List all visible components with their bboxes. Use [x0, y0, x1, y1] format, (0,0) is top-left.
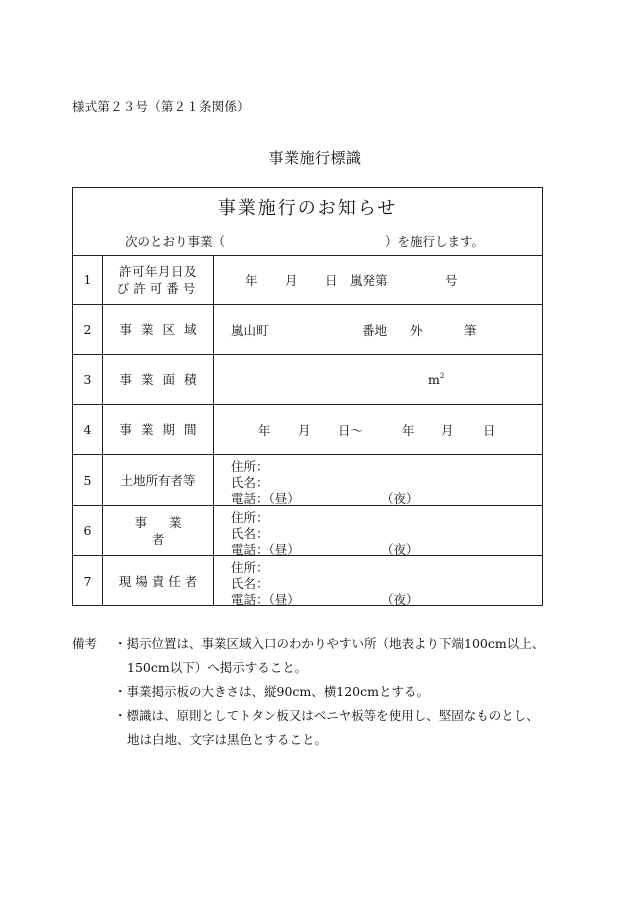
phone-day-label: 電話：（昼）: [231, 542, 300, 557]
table-row-area-location: [73, 305, 542, 355]
address-label: 住所：: [231, 459, 269, 474]
table-row-landowner: [73, 455, 542, 506]
notice-intro: [73, 232, 542, 250]
table-row-period: [73, 405, 542, 455]
row-number: 6: [73, 506, 103, 555]
row-value: [214, 255, 542, 304]
intro-prefix: 次のとおり事業（: [125, 234, 226, 249]
table-row-area-size: [73, 355, 542, 405]
notice-header: [73, 188, 542, 256]
name-label: 氏名：: [231, 576, 269, 591]
row-value: [214, 556, 542, 606]
table-row-permit: [73, 255, 542, 305]
remarks-label: 備考: [72, 636, 98, 651]
row-value: [214, 355, 542, 404]
address-label: 住所：: [231, 510, 269, 525]
remark-line: 150cm以下）へ掲示すること。: [127, 660, 308, 675]
phone-night-label: （夜）: [381, 592, 419, 607]
issuer-prefix: 嵐発第: [350, 273, 388, 288]
start-month-unit: 月: [298, 423, 311, 438]
row-value: [214, 405, 542, 454]
address-label: 住所：: [231, 560, 269, 575]
name-label: 氏名：: [231, 475, 269, 490]
phone-night-label: （夜）: [381, 491, 419, 506]
remark-line: ・掲示位置は、事業区域入口のわかりやすい所（地表より下端100cm以上、: [114, 636, 545, 651]
row-number: 7: [73, 556, 103, 606]
table-row-site-manager: [73, 556, 542, 606]
month-unit: 月: [285, 273, 298, 288]
row-number: 5: [73, 455, 103, 505]
table-row-operator: [73, 506, 542, 556]
row-number: 3: [73, 355, 103, 404]
name-label: 氏名：: [231, 526, 269, 541]
end-day-unit: 日: [483, 423, 496, 438]
notice-table: [72, 187, 543, 606]
unit-base: m: [428, 372, 440, 387]
notice-heading: 事業施行のお知らせ: [217, 198, 398, 219]
row-value: [214, 506, 542, 555]
label-line-1: 許可年月日及: [118, 263, 197, 279]
unit-superscript: 2: [439, 372, 445, 380]
number-suffix: 号: [445, 273, 458, 288]
row-label: 土地所有者等: [103, 455, 214, 505]
year-unit: 年: [245, 273, 258, 288]
row-label: 事業面積: [103, 355, 214, 404]
row-number: 1: [73, 255, 103, 304]
intro-suffix: ）を施行します。: [385, 234, 485, 249]
row-label: 事業期間: [103, 405, 214, 454]
day-unit: 日: [325, 273, 338, 288]
end-month-unit: 月: [441, 423, 454, 438]
row-value: [214, 305, 542, 354]
row-label: 現場責任者: [103, 556, 214, 606]
row-number: 2: [73, 305, 103, 354]
row-number: 4: [73, 405, 103, 454]
soto-unit: 外: [410, 323, 423, 338]
square-meter-unit: [428, 372, 444, 387]
town-name: 嵐山町: [231, 323, 269, 338]
phone-day-label: 電話：（昼）: [231, 592, 300, 607]
row-label: [103, 255, 214, 304]
label-line-2: び許可番号: [116, 280, 200, 296]
phone-day-label: 電話：（昼）: [231, 491, 300, 506]
remark-line: ・事業掲示板の大きさは、縦90cm、横120cmとする。: [114, 684, 429, 699]
hitsu-unit: 筆: [464, 323, 477, 338]
row-value: [214, 455, 542, 505]
remark-line: ・標識は、原則としてトタン板又はベニヤ板等を使用し、堅固なものとし、: [114, 708, 539, 723]
end-year-unit: 年: [402, 423, 415, 438]
row-label: 事業区域: [103, 305, 214, 354]
document-title: 事業施行標識: [268, 149, 362, 167]
banchi-unit: 番地: [362, 323, 388, 338]
form-label: 様式第２３号（第２１条関係）: [72, 99, 250, 114]
start-year-unit: 年: [258, 423, 271, 438]
row-label: 事業者: [103, 506, 214, 555]
remark-line: 地は白地、文字は黒色とすること。: [127, 732, 328, 747]
phone-night-label: （夜）: [381, 542, 419, 557]
start-day-unit: 日〜: [338, 423, 364, 438]
